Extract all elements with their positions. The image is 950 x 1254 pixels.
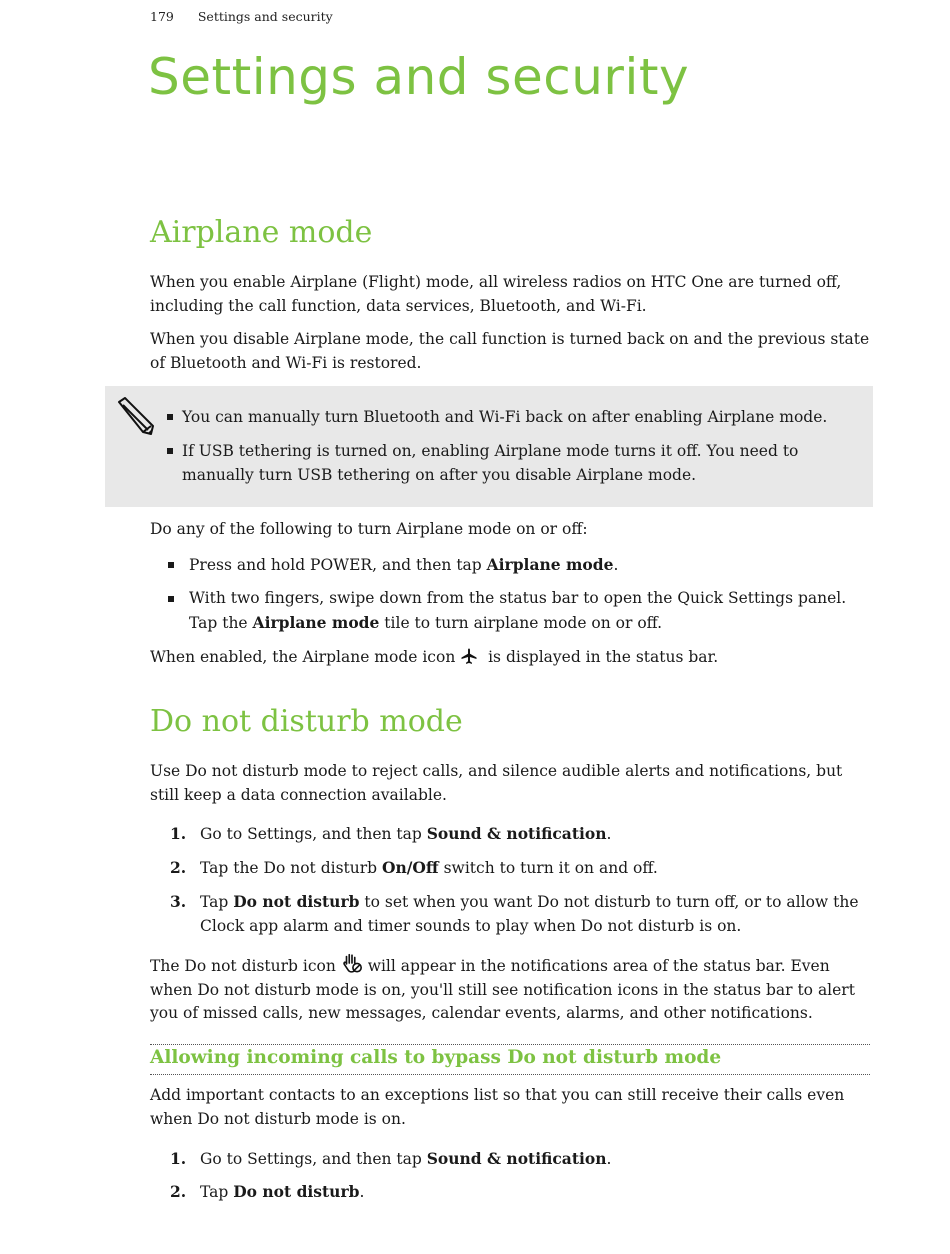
airplane-paragraph-2: When you disable Airplane mode, the call function is turned back on and the previous state of Bluetooth and Wi-Fi is restored.	[150, 330, 870, 372]
do-not-disturb-hand-icon	[341, 952, 363, 974]
note-bullet-2-marker	[167, 448, 173, 454]
page-number: 179	[150, 9, 174, 24]
bypass-step-1-number: 1.	[170, 1149, 187, 1168]
bullet-1-marker	[168, 562, 174, 568]
airplane-intro: Do any of the following to turn Airplane mode on or off:	[150, 520, 588, 538]
bypass-intro: Add important contacts to an exceptions list so that you can still receive their calls even when Do not disturb mode is on.	[150, 1086, 845, 1128]
note-box	[105, 386, 873, 507]
dnd-icon-paragraph: The Do not disturb icon will appear in the notifications area of the status bar. Even when Do not disturb mode is on, you'll still see notification icons in the status bar to alert you of missed calls, new messages, calendar events, alarms, and other notifications.	[150, 952, 872, 1026]
dnd-step-2-number: 2.	[170, 858, 187, 877]
bypass-heading: Allowing incoming calls to bypass Do not disturb mode	[150, 1047, 722, 1068]
airplane-paragraph-1: When you enable Airplane (Flight) mode, all wireless radios on HTC One are turned off, including the call function, data services, Bluetooth, and Wi-Fi.	[150, 273, 842, 315]
dnd-heading: Do not disturb mode	[150, 704, 463, 739]
page-header	[150, 9, 333, 24]
dnd-step-1: Go to Settings, and then tap Sound & notification.	[200, 824, 612, 843]
dnd-intro: Use Do not disturb mode to reject calls, and silence audible alerts and notifications, but still keep a data connection available.	[150, 762, 843, 804]
airplane-bullet-1: Press and hold POWER, and then tap Airplane mode.	[189, 555, 619, 574]
dnd-step-3-number: 3.	[170, 892, 187, 911]
chapter-title: Settings and security	[148, 48, 690, 106]
dnd-step-1-number: 1.	[170, 824, 187, 843]
dnd-step-2: Tap the Do not disturb On/Off switch to turn it on and off.	[200, 858, 658, 877]
dnd-step-3: Tap Do not disturb to set when you want Do not disturb to turn off, or to allow the Clock app alarm and timer sounds to play when Do not disturb is on.	[200, 892, 859, 935]
bypass-subheading-box	[150, 1044, 870, 1075]
airplane-icon	[460, 647, 478, 665]
header-section: Settings and security	[197, 9, 333, 24]
bypass-step-1: Go to Settings, and then tap Sound & notification.	[200, 1149, 612, 1168]
airplane-bullet-2: With two fingers, swipe down from the status bar to open the Quick Settings panel. Tap the Airplane mode tile to turn airplane mode on or off.	[189, 589, 847, 632]
airplane-icon-sentence: When enabled, the Airplane mode icon is displayed in the status bar.	[150, 648, 719, 666]
note-item-1: You can manually turn Bluetooth and Wi-Fi back on after enabling Airplane mode.	[182, 408, 828, 426]
note-bullet-1-marker	[167, 414, 173, 420]
bypass-step-2: Tap Do not disturb.	[200, 1182, 365, 1201]
pencil-icon	[115, 396, 155, 436]
bullet-2-marker	[168, 596, 174, 602]
airplane-heading: Airplane mode	[150, 215, 373, 250]
bypass-step-2-number: 2.	[170, 1182, 187, 1201]
note-item-2: If USB tethering is turned on, enabling Airplane mode turns it off. You need to manually turn USB tethering on after you disable Airplane mode.	[182, 442, 799, 484]
